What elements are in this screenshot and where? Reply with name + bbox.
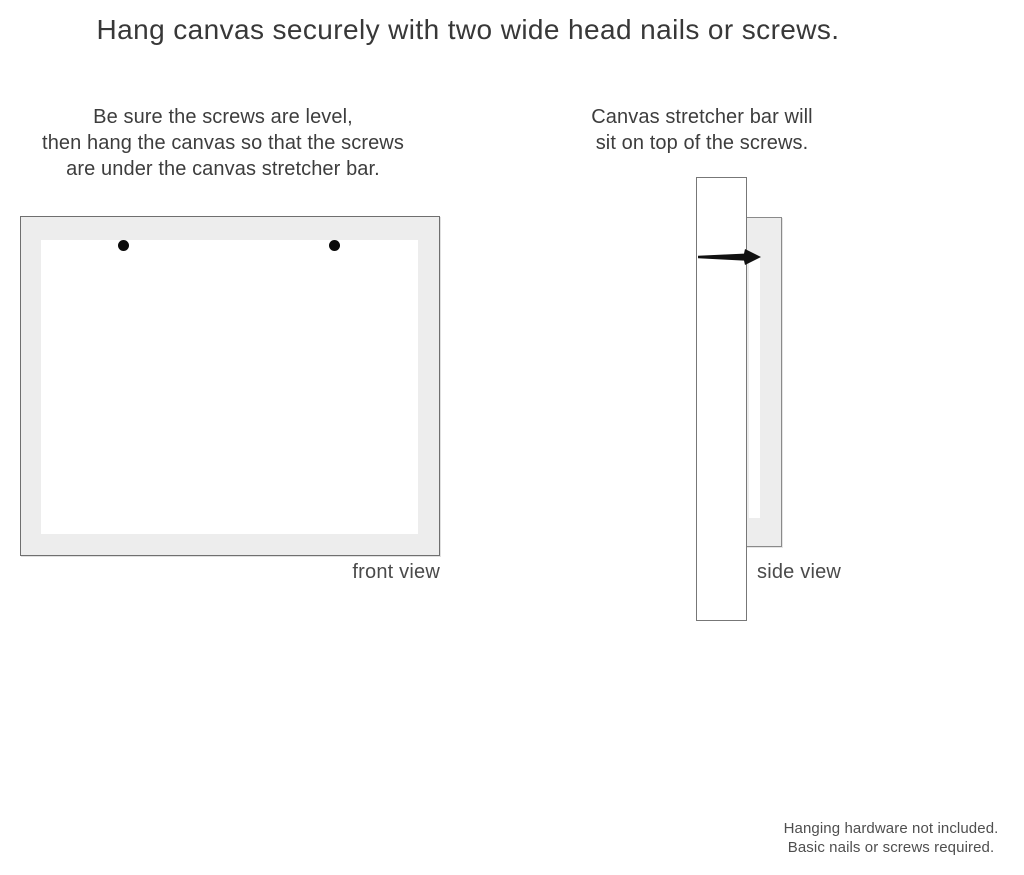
hardware-note-line: Basic nails or screws required. xyxy=(787,839,995,856)
hardware-note-line: Hanging hardware not included. xyxy=(783,820,999,837)
screw-dot-right xyxy=(329,240,340,251)
side-view-canvas-face xyxy=(749,257,760,518)
instruction-line: Canvas stretcher bar will xyxy=(591,106,813,128)
instruction-line: Be sure the screws are level, xyxy=(93,106,353,128)
hardware-note xyxy=(741,819,1024,857)
front-view-instruction xyxy=(28,104,418,182)
front-view-label: front view xyxy=(352,561,440,583)
instruction-line: sit on top of the screws. xyxy=(595,132,809,154)
screw-dot-left xyxy=(118,240,129,251)
nail-icon xyxy=(690,242,770,270)
front-view-canvas-face xyxy=(41,240,418,534)
instruction-line: are under the canvas stretcher bar. xyxy=(66,158,380,180)
instruction-line: then hang the canvas so that the screws xyxy=(42,132,404,154)
page-title: Hang canvas securely with two wide head nails or screws. xyxy=(96,14,840,45)
side-view-instruction xyxy=(570,104,834,156)
side-view-label: side view xyxy=(757,561,842,583)
